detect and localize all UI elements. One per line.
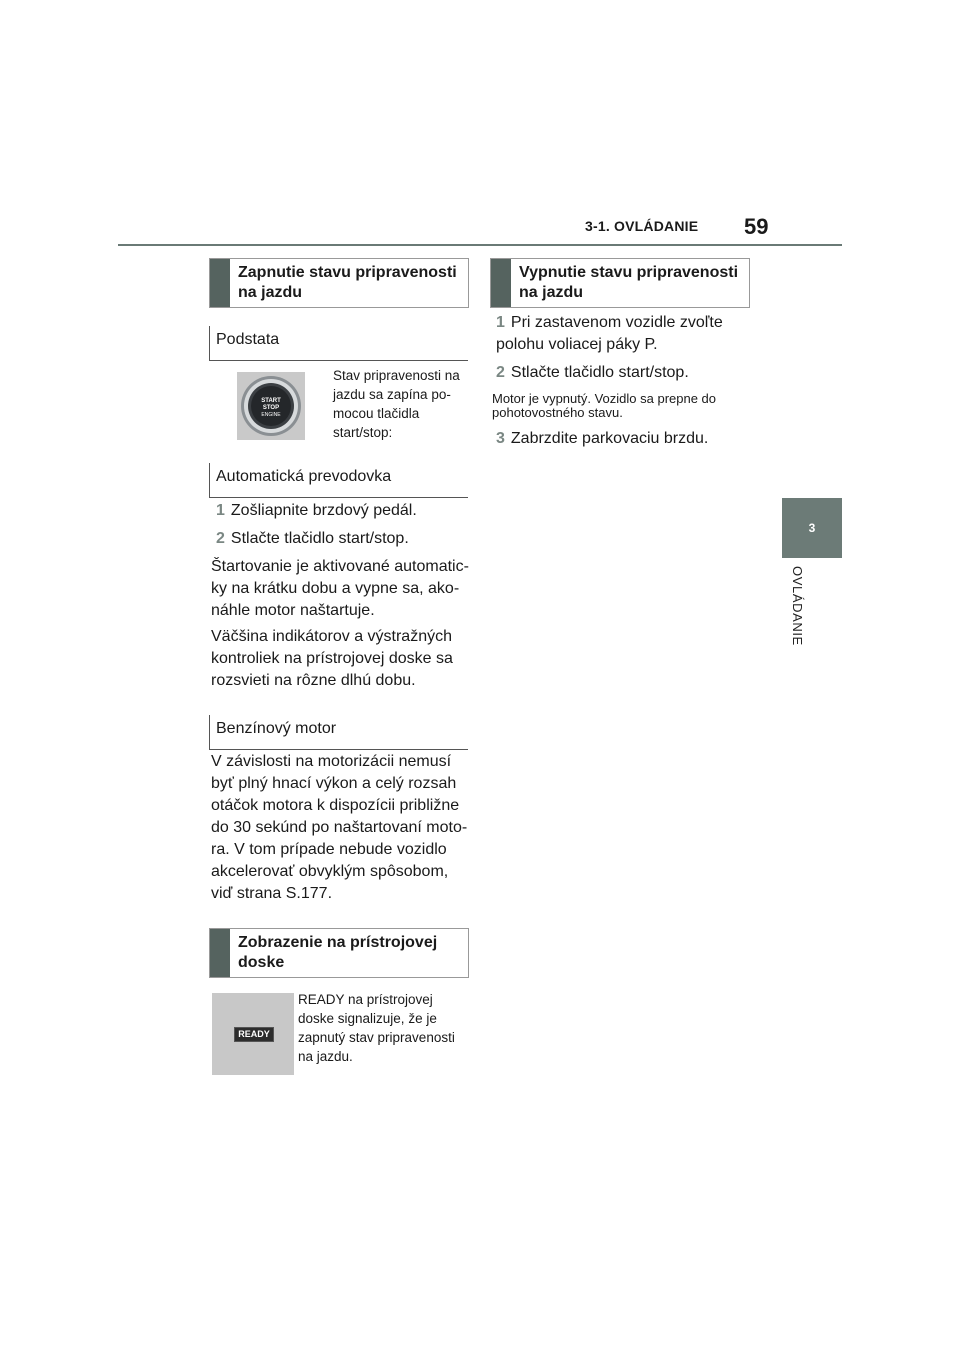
right-note: Motor je vypnutý. Vozidlo sa prepne do pohotovostného stavu. <box>492 391 717 420</box>
subheading-principle: Podstata <box>209 326 468 361</box>
right-step-2: 2 Stlačte tlačidlo start/stop. <box>496 364 689 381</box>
heading-display-text: Zobrazenie na prístrojovej doske <box>238 934 438 971</box>
heading-ready-on <box>209 258 469 308</box>
paragraph-petrol: V závislosti na motorizácii nemusí byť plný hnací výkon a celý rozsah otáčok motora k dispozícii približne do 30 sekúnd po naštartovaní moto-ra. V tom prípade nebude vozidlo akcelerovať obvyklým spôsobom, viď strana S.177. <box>211 753 468 902</box>
heading-ready-off <box>490 258 750 308</box>
subheading-petrol: Benzínový motor <box>209 715 468 750</box>
chapter-label: OVLÁDANIE <box>790 566 805 646</box>
chapter-tab: 3 <box>782 498 842 558</box>
paragraph-start: Štartovanie je aktivované automatic-ky na krátku dobu a vypne sa, ako-náhle motor naštartuje. <box>211 558 469 619</box>
heading-display <box>209 928 469 978</box>
ready-badge: READY <box>234 1027 274 1042</box>
heading-ready-on-text: Zapnutie stavu pripravenosti na jazdu <box>238 264 457 301</box>
subheading-automatic: Automatická prevodovka <box>209 463 468 498</box>
icon-text-start: START <box>261 398 281 404</box>
icon-text-engine: ENGINE <box>261 412 281 418</box>
page-number: 59 <box>744 214 769 239</box>
header-rule <box>118 244 842 246</box>
heading-ready-off-text: Vypnutie stavu pripravenosti na jazdu <box>519 264 739 301</box>
step-1: 1 Zošliapnite brzdový pedál. <box>216 502 417 519</box>
right-step-3: 3 Zabrzdite parkovaciu brzdu. <box>496 430 709 447</box>
section-title: 3-1. OVLÁDANIE <box>585 218 699 234</box>
step-2: 2 Stlačte tlačidlo start/stop. <box>216 530 409 547</box>
start-stop-button-image <box>237 372 305 440</box>
paragraph-indicators: Väčšina indikátorov a výstražných kontroliek na prístrojovej doske sa rozsvieti na rôzne dlhú dobu. <box>211 628 453 689</box>
start-stop-icon <box>237 372 305 440</box>
ready-caption: READY na prístrojovej doske signalizuje, že je zapnutý stav pripravenosti na jazdu. <box>298 992 455 1064</box>
icon-text-stop: STOP <box>262 405 280 411</box>
right-step-1: 1 Pri zastavenom vozidle zvoľte polohu voliacej páky P. <box>496 314 723 353</box>
button-caption: Stav pripravenosti na jazdu sa zapína po-mocou tlačidla start/stop: <box>333 368 460 440</box>
